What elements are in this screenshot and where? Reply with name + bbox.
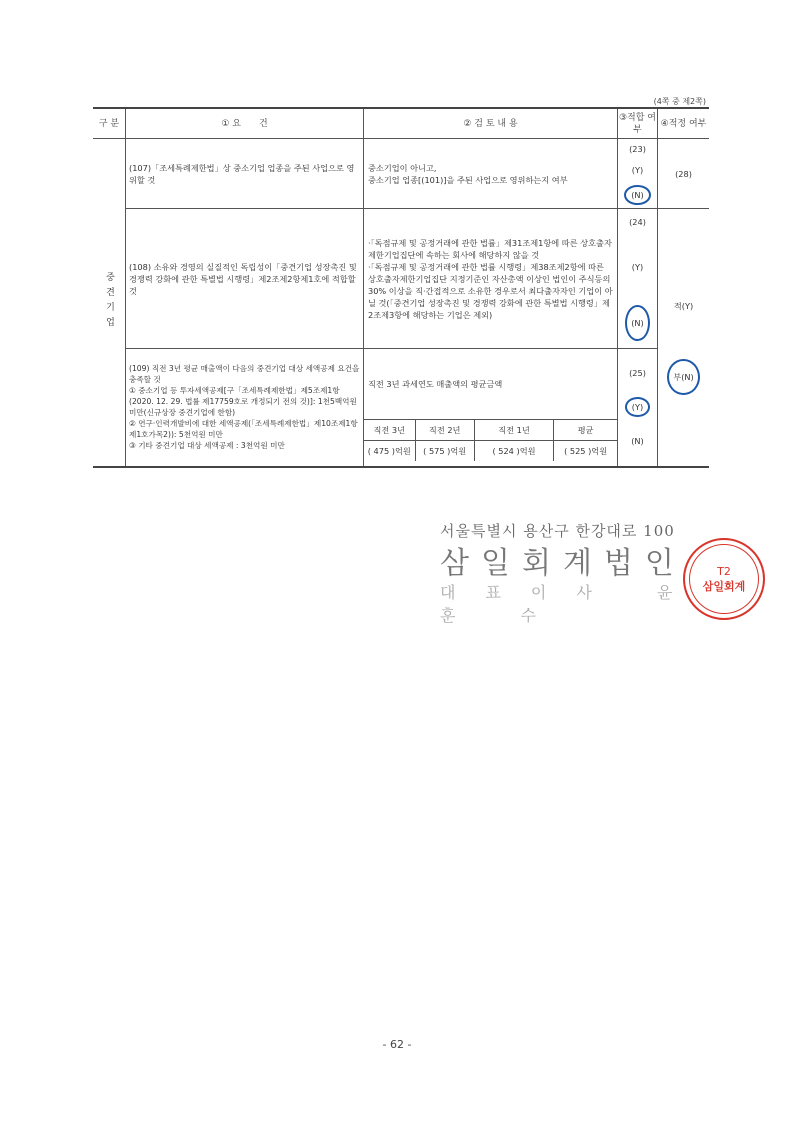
header-fit: ③적합 여부: [618, 108, 658, 139]
review-line: ·「독점규제 및 공정거래에 관한 법률 시행령」제38조제2항에 따른 상호출자제한기업집단 지정기준인 자산총액 이상인 법인이 주식등의 30% 이상을 직·간접적으로 소유한 경우로서 최다출자자인 기업이 아닐 것(「중견기업 성장촉진 및 경쟁력 강화에 관한 특별법 시행령」제2조제3항에 해당하는 기업은 제외): [368, 261, 613, 320]
sales-header: 직전 1년: [474, 420, 553, 441]
review-line: ·「독점규제 및 공정거래에 관한 법률」제31조제1항에 따른 상호출자제한기업집단에 속하는 회사에 해당하지 않을 것: [368, 237, 612, 260]
signature-block: [430, 518, 770, 628]
requirement-line: ① 중소기업 등 투자세액공제[구「조세특례제한법」제5조제1항(2020. 12. 29. 법률 제17759호로 개정되기 전의 것)]: 1천5백억원 미만(신규상장 중견기업에 한함): [129, 386, 357, 418]
fit-no-option[interactable]: (N): [631, 436, 644, 447]
review-line: 중소기업 업종[(101)]을 주된 사업으로 영위하는지 여부: [368, 174, 568, 185]
table-row: [93, 139, 709, 209]
requirement-text: (107)「조세특례제한법」상 중소기업 업종을 주된 사업으로 영위할 것: [129, 162, 355, 185]
sales-header: 직전 2년: [415, 420, 474, 441]
review-text: 직전 3년 과세연도 매출액의 평균금액: [368, 379, 503, 389]
seal-text: 삼일회계: [702, 579, 746, 593]
fit-number: (25): [629, 368, 646, 379]
firm-name: 삼일회계법인: [440, 546, 686, 581]
requirement-line: ② 연구·인력개발비에 대한 세액공제(「조세특례제한법」제10조제1항제1호가목2)): 5천억원 미만: [129, 419, 358, 440]
ok-cell: [658, 209, 710, 467]
page-number: - 62 -: [382, 1038, 412, 1051]
header-category: 구 분: [93, 108, 126, 139]
requirement-cell: [126, 139, 364, 209]
review-table: [93, 107, 709, 468]
requirement-line: (109) 직전 3년 평균 매출액이 다음의 중견기업 대상 세액공제 요건을 충족할 것: [129, 364, 360, 385]
header-requirement: ① 요 건: [126, 108, 364, 139]
fit-number: (24): [629, 217, 646, 227]
fit-cell: [618, 349, 658, 467]
fit-yes-option[interactable]: (Y): [631, 261, 644, 272]
fit-yes-option[interactable]: (Y): [631, 164, 644, 175]
fit-no-option-circled[interactable]: (N): [625, 305, 650, 341]
company-seal-icon: [683, 538, 765, 620]
review-cell: [364, 209, 618, 349]
representative-name: 대표이사 윤 훈 수: [440, 583, 703, 625]
ok-yes-label[interactable]: 적(Y): [673, 300, 694, 311]
sales-value: ( 475 )억원: [364, 441, 415, 462]
firm-address: 서울특별시 용산구 한강대로 100: [440, 522, 675, 540]
review-cell: [364, 349, 618, 467]
fit-yes-option-circled[interactable]: (Y): [625, 397, 650, 417]
requirement-text: (108) 소유와 경영의 실질적인 독립성이「중견기업 성장촉진 및 경쟁력 강화에 관한 특별법 시행령」제2조제2항제1호에 적합할 것: [129, 261, 357, 296]
header-row: [93, 108, 709, 139]
fit-number: (23): [629, 143, 646, 154]
category-label: 중견기업: [104, 272, 114, 333]
requirement-cell: [126, 209, 364, 349]
ok-number: (28): [675, 168, 692, 179]
seal-top-text: T2: [717, 564, 731, 578]
header-review: ② 검 토 내 용: [364, 108, 618, 139]
requirement-cell: [126, 349, 364, 467]
sales-value: ( 524 )억원: [474, 441, 553, 462]
fit-no-option-circled[interactable]: (N): [624, 185, 651, 205]
page-count: (4쪽 중 제2쪽): [653, 97, 706, 106]
fit-cell: [618, 209, 658, 349]
fit-cell: [618, 139, 658, 209]
review-cell: [364, 139, 618, 209]
sales-value: ( 525 )억원: [554, 441, 617, 462]
table-row: [93, 209, 709, 349]
sales-table: [364, 419, 617, 461]
review-line: 중소기업이 아니고,: [368, 162, 437, 173]
sales-header: 직전 3년: [364, 420, 415, 441]
sales-value: ( 575 )억원: [415, 441, 474, 462]
sales-header: 평균: [554, 420, 617, 441]
requirement-line: ③ 기타 중견기업 대상 세액공제 : 3천억원 미만: [129, 441, 285, 451]
category-cell: [93, 139, 126, 467]
ok-cell: [658, 139, 710, 209]
table-row: [93, 349, 709, 467]
ok-no-label-circled[interactable]: 부(N): [667, 359, 699, 395]
header-ok: ④적정 여부: [658, 108, 710, 139]
